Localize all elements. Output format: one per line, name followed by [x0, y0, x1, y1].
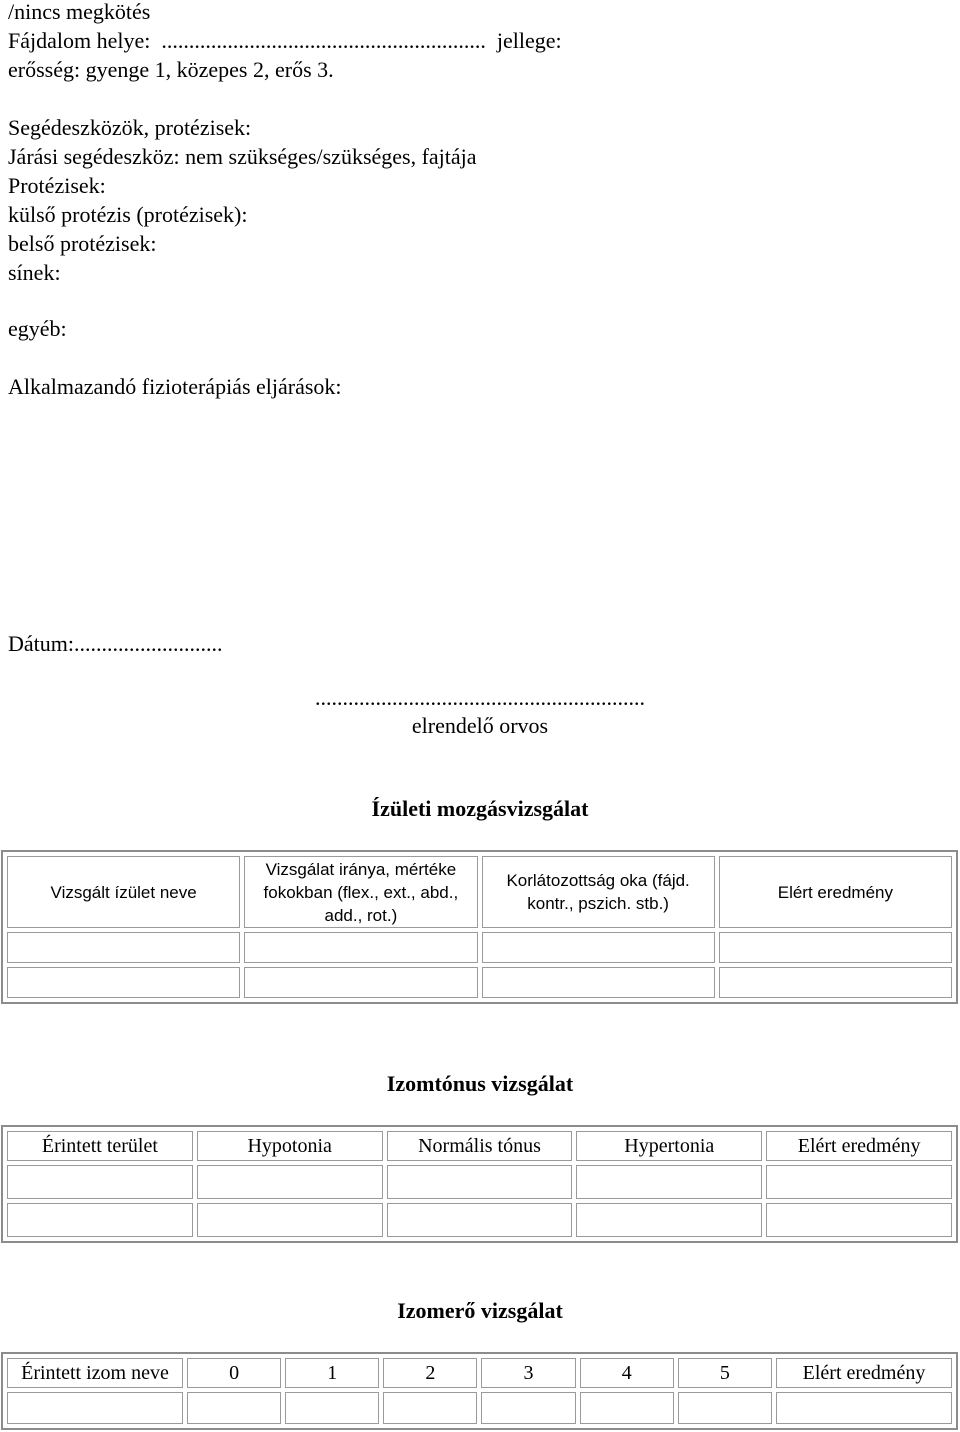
table-cell[interactable] [197, 1203, 383, 1237]
table-cell[interactable] [719, 967, 952, 998]
table-cell[interactable] [197, 1165, 383, 1199]
table-cell[interactable] [776, 1392, 952, 1424]
tone-exam-table [1, 1125, 958, 1243]
signature-dots: ............................................................ [315, 685, 645, 710]
joint-exam-title: Ízületi mozgásvizsgálat [371, 796, 589, 821]
table-row [7, 1203, 952, 1237]
text-line-splints: sínek: [8, 260, 61, 285]
table-header-cell: Normális tónus [387, 1131, 573, 1161]
table-cell[interactable] [387, 1165, 573, 1199]
table-cell[interactable] [766, 1203, 952, 1237]
table-cell[interactable] [7, 967, 240, 998]
table-header-cell: Hypotonia [197, 1131, 383, 1161]
table-cell[interactable] [576, 1203, 762, 1237]
table-cell[interactable] [7, 932, 240, 963]
table-header-cell: 0 [187, 1358, 281, 1388]
signature-label: elrendelő orvos [411, 713, 549, 738]
table-cell[interactable] [387, 1203, 573, 1237]
tone-exam-title: Izomtónus vizsgálat [386, 1071, 574, 1096]
date-line: Dátum:........................... [8, 631, 223, 656]
table-header-cell: Hypertonia [576, 1131, 762, 1161]
table-header-cell: 5 [678, 1358, 772, 1388]
text-line-pain-location: Fájdalom helye: ........................................................... jellege: [8, 28, 562, 53]
table-header-cell: Elért eredmény [766, 1131, 952, 1161]
text-line-internal-prosthesis: belső protézisek: [8, 231, 157, 256]
table-cell[interactable] [482, 932, 715, 963]
table-row [7, 1392, 952, 1424]
table-header-row [7, 856, 952, 928]
table-row [7, 932, 952, 963]
table-cell[interactable] [244, 932, 477, 963]
table-cell[interactable] [482, 967, 715, 998]
table-header-cell: Elért eredmény [776, 1358, 952, 1388]
table-cell[interactable] [383, 1392, 477, 1424]
table-header-cell: 2 [383, 1358, 477, 1388]
text-line-prostheses: Protézisek: [8, 173, 106, 198]
table-header-cell: Érintett terület [7, 1131, 193, 1161]
table-cell[interactable] [244, 967, 477, 998]
table-header-cell: 1 [285, 1358, 379, 1388]
table-cell[interactable] [481, 1392, 575, 1424]
table-cell[interactable] [719, 932, 952, 963]
table-cell[interactable] [7, 1203, 193, 1237]
table-header-cell: Elért eredmény [719, 856, 952, 928]
joint-exam-table [1, 850, 958, 1004]
table-header-row [7, 1358, 952, 1388]
table-cell[interactable] [580, 1392, 674, 1424]
text-line-pain-intensity: erősség: gyenge 1, közepes 2, erős 3. [8, 57, 334, 82]
text-line-aids-heading: Segédeszközök, protézisek: [8, 115, 252, 140]
table-header-cell: Érintett izom neve [7, 1358, 183, 1388]
text-line-physiotherapy: Alkalmazandó fizioterápiás eljárások: [8, 374, 342, 399]
table-row [7, 967, 952, 998]
table-header-row [7, 1131, 952, 1161]
table-header-cell: Korlátozottság oka (fájd. kontr., pszich. stb.) [482, 856, 715, 928]
table-row [7, 1165, 952, 1199]
strength-exam-table [1, 1352, 958, 1430]
table-header-cell: Vizsgálat iránya, mértéke fokokban (flex., ext., abd., add., rot.) [244, 856, 477, 928]
table-header-cell: Vizsgált ízület neve [7, 856, 240, 928]
table-header-cell: 3 [481, 1358, 575, 1388]
text-line: /nincs megkötés [8, 0, 151, 24]
table-cell[interactable] [187, 1392, 281, 1424]
table-cell[interactable] [285, 1392, 379, 1424]
table-cell[interactable] [7, 1165, 193, 1199]
table-header-cell: 4 [580, 1358, 674, 1388]
text-line-external-prosthesis: külső protézis (protézisek): [8, 202, 248, 227]
text-line-walking-aid: Járási segédeszköz: nem szükséges/szükséges, fajtája [8, 144, 477, 169]
table-cell[interactable] [576, 1165, 762, 1199]
table-cell[interactable] [766, 1165, 952, 1199]
table-cell[interactable] [7, 1392, 183, 1424]
table-cell[interactable] [678, 1392, 772, 1424]
text-line-other: egyéb: [8, 316, 67, 341]
strength-exam-title: Izomerő vizsgálat [397, 1298, 563, 1323]
